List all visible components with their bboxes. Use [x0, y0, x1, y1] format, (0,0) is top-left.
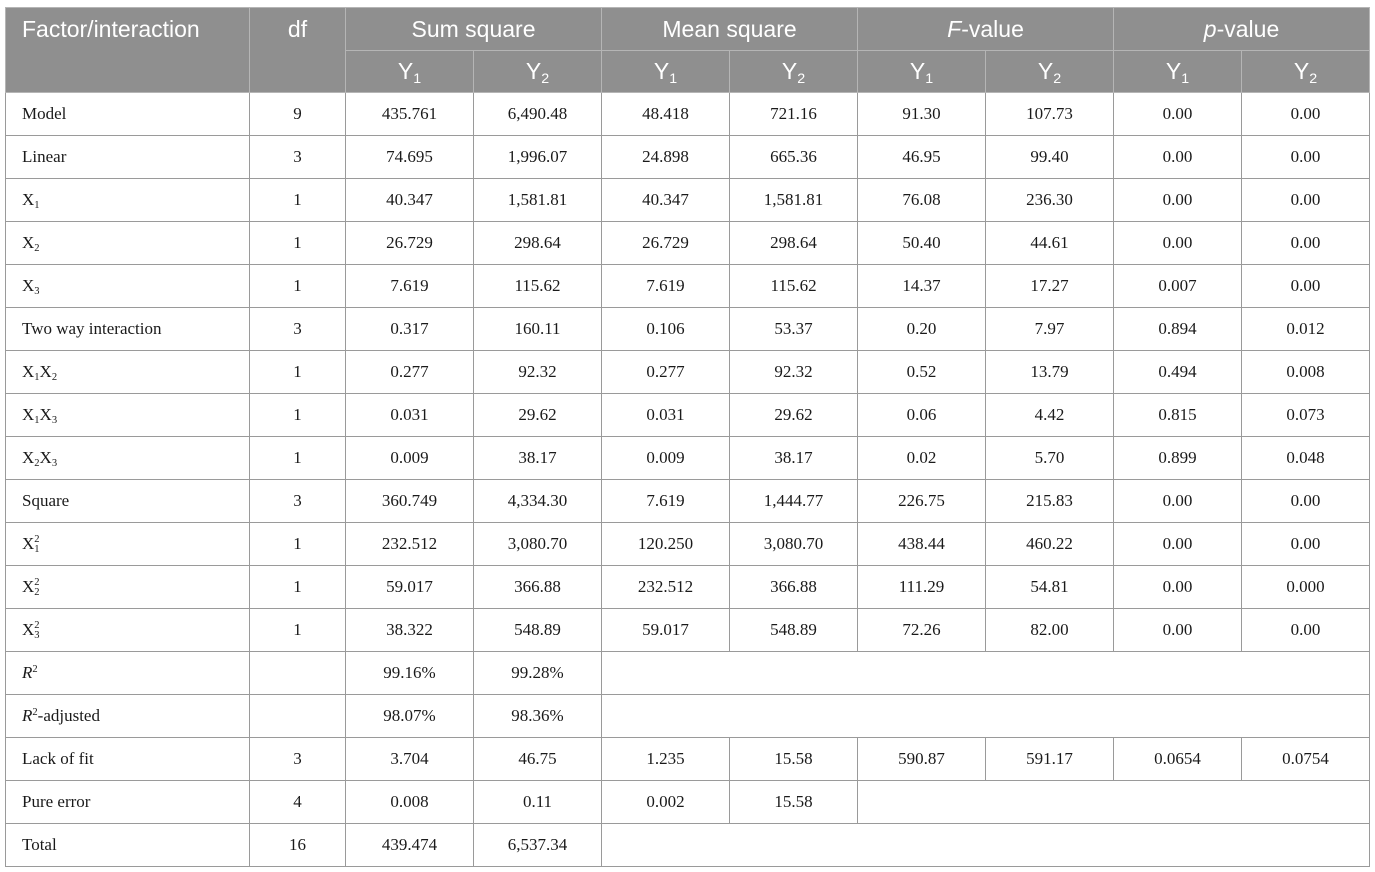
value-cell: 0.317: [346, 308, 474, 351]
table-row: [6, 652, 1370, 695]
df-cell: 1: [250, 351, 346, 394]
value-cell: 232.512: [602, 566, 730, 609]
row-label: Two way interaction: [6, 308, 250, 351]
value-cell: 0.007: [1114, 265, 1242, 308]
df-cell: 16: [250, 824, 346, 867]
value-cell: 0.00: [1114, 222, 1242, 265]
value-cell: 0.008: [1242, 351, 1370, 394]
value-cell: 0.02: [858, 437, 986, 480]
header-f-value: F-value: [858, 8, 1114, 51]
df-cell: 1: [250, 566, 346, 609]
value-cell: 24.898: [602, 136, 730, 179]
value-cell: 14.37: [858, 265, 986, 308]
table-row: [6, 351, 1370, 394]
value-cell: 50.40: [858, 222, 986, 265]
value-cell: 54.81: [986, 566, 1114, 609]
table-row: [6, 136, 1370, 179]
table-row: [6, 523, 1370, 566]
df-cell: 9: [250, 93, 346, 136]
df-cell: 1: [250, 394, 346, 437]
empty-cell: [602, 824, 1370, 867]
row-label: X 2 3: [6, 609, 250, 652]
value-cell: 91.30: [858, 93, 986, 136]
value-cell: 1,444.77: [730, 480, 858, 523]
value-cell: 48.418: [602, 93, 730, 136]
subheader-y1: $Y_1$: [346, 51, 474, 93]
value-cell: 0.0654: [1114, 738, 1242, 781]
value-cell: 366.88: [730, 566, 858, 609]
value-cell: 0.031: [602, 394, 730, 437]
table-row: [6, 609, 1370, 652]
df-cell: 3: [250, 738, 346, 781]
table-row: [6, 93, 1370, 136]
value-cell: 0.009: [602, 437, 730, 480]
value-cell: 0.20: [858, 308, 986, 351]
df-cell: 3: [250, 136, 346, 179]
row-label: $X_1X_3$: [6, 394, 250, 437]
value-cell: 7.619: [602, 480, 730, 523]
table-row: [6, 437, 1370, 480]
row-label: $R^2$-adjusted: [6, 695, 250, 738]
subheader-y2: $Y_2$: [730, 51, 858, 93]
row-label: $R^2$: [6, 652, 250, 695]
value-cell: 38.322: [346, 609, 474, 652]
value-cell: 99.16%: [346, 652, 474, 695]
subheader-y2: $Y_2$: [474, 51, 602, 93]
value-cell: 215.83: [986, 480, 1114, 523]
value-cell: 46.95: [858, 136, 986, 179]
row-label: Total: [6, 824, 250, 867]
value-cell: 665.36: [730, 136, 858, 179]
table-row: [6, 179, 1370, 222]
table-row: [6, 695, 1370, 738]
value-cell: 0.00: [1114, 523, 1242, 566]
value-cell: 0.277: [602, 351, 730, 394]
row-label: Pure error: [6, 781, 250, 824]
value-cell: 99.40: [986, 136, 1114, 179]
value-cell: 0.012: [1242, 308, 1370, 351]
df-cell: 3: [250, 308, 346, 351]
header-df: df: [250, 8, 346, 93]
df-cell: 1: [250, 523, 346, 566]
row-label: $X_1X_2$: [6, 351, 250, 394]
header-factor: Factor/interaction: [6, 8, 250, 93]
value-cell: 72.26: [858, 609, 986, 652]
empty-cell: [858, 781, 1370, 824]
header-sum-square: Sum square: [346, 8, 602, 51]
value-cell: 0.00: [1242, 93, 1370, 136]
row-label: X 2 2: [6, 566, 250, 609]
row-label: Linear: [6, 136, 250, 179]
df-cell: 1: [250, 437, 346, 480]
value-cell: 0.815: [1114, 394, 1242, 437]
header-p-value: p-value: [1114, 8, 1370, 51]
value-cell: 7.97: [986, 308, 1114, 351]
table-row: [6, 824, 1370, 867]
value-cell: 0.00: [1114, 93, 1242, 136]
value-cell: 4,334.30: [474, 480, 602, 523]
value-cell: 0.002: [602, 781, 730, 824]
table-body: [6, 93, 1370, 867]
value-cell: 0.00: [1242, 179, 1370, 222]
value-cell: 7.619: [346, 265, 474, 308]
value-cell: 26.729: [602, 222, 730, 265]
row-label: $X_2$: [6, 222, 250, 265]
value-cell: 590.87: [858, 738, 986, 781]
table-header: [6, 8, 1370, 93]
value-cell: 1.235: [602, 738, 730, 781]
table-row: [6, 265, 1370, 308]
row-label: $X_3$: [6, 265, 250, 308]
value-cell: 721.16: [730, 93, 858, 136]
value-cell: 160.11: [474, 308, 602, 351]
empty-cell: [602, 652, 1370, 695]
value-cell: 0.000: [1242, 566, 1370, 609]
value-cell: 1,581.81: [474, 179, 602, 222]
value-cell: 29.62: [730, 394, 858, 437]
value-cell: 26.729: [346, 222, 474, 265]
value-cell: 6,490.48: [474, 93, 602, 136]
value-cell: 7.619: [602, 265, 730, 308]
row-label: $X_2X_3$: [6, 437, 250, 480]
value-cell: 120.250: [602, 523, 730, 566]
value-cell: 0.048: [1242, 437, 1370, 480]
table-row: [6, 738, 1370, 781]
value-cell: 0.00: [1242, 136, 1370, 179]
value-cell: 0.00: [1242, 609, 1370, 652]
value-cell: 0.11: [474, 781, 602, 824]
value-cell: 1,996.07: [474, 136, 602, 179]
value-cell: 460.22: [986, 523, 1114, 566]
value-cell: 0.52: [858, 351, 986, 394]
row-label: Lack of fit: [6, 738, 250, 781]
anova-table: [5, 7, 1370, 867]
value-cell: 98.36%: [474, 695, 602, 738]
value-cell: 13.79: [986, 351, 1114, 394]
value-cell: 38.17: [730, 437, 858, 480]
value-cell: 53.37: [730, 308, 858, 351]
value-cell: 40.347: [602, 179, 730, 222]
empty-cell: [602, 695, 1370, 738]
value-cell: 0.009: [346, 437, 474, 480]
value-cell: 0.00: [1114, 136, 1242, 179]
subheader-y2: $Y_2$: [1242, 51, 1370, 93]
value-cell: 366.88: [474, 566, 602, 609]
value-cell: 38.17: [474, 437, 602, 480]
value-cell: 4.42: [986, 394, 1114, 437]
value-cell: 29.62: [474, 394, 602, 437]
value-cell: 0.00: [1114, 609, 1242, 652]
value-cell: 6,537.34: [474, 824, 602, 867]
value-cell: 0.0754: [1242, 738, 1370, 781]
df-cell: [250, 695, 346, 738]
df-cell: 1: [250, 222, 346, 265]
df-cell: [250, 652, 346, 695]
value-cell: 439.474: [346, 824, 474, 867]
df-cell: 4: [250, 781, 346, 824]
value-cell: 0.494: [1114, 351, 1242, 394]
table-row: [6, 394, 1370, 437]
table-row: [6, 480, 1370, 523]
value-cell: 40.347: [346, 179, 474, 222]
value-cell: 92.32: [474, 351, 602, 394]
value-cell: 99.28%: [474, 652, 602, 695]
value-cell: 0.899: [1114, 437, 1242, 480]
value-cell: 236.30: [986, 179, 1114, 222]
value-cell: 548.89: [730, 609, 858, 652]
value-cell: 226.75: [858, 480, 986, 523]
row-label: X 2 1: [6, 523, 250, 566]
value-cell: 0.00: [1114, 566, 1242, 609]
value-cell: 1,581.81: [730, 179, 858, 222]
table-row: [6, 222, 1370, 265]
value-cell: 107.73: [986, 93, 1114, 136]
value-cell: 438.44: [858, 523, 986, 566]
value-cell: 591.17: [986, 738, 1114, 781]
value-cell: 0.277: [346, 351, 474, 394]
value-cell: 15.58: [730, 738, 858, 781]
value-cell: 98.07%: [346, 695, 474, 738]
value-cell: 435.761: [346, 93, 474, 136]
value-cell: 3,080.70: [730, 523, 858, 566]
value-cell: 0.06: [858, 394, 986, 437]
header-mean-square: Mean square: [602, 8, 858, 51]
subheader-y1: $Y_1$: [858, 51, 986, 93]
value-cell: 232.512: [346, 523, 474, 566]
subheader-y1: $Y_1$: [602, 51, 730, 93]
value-cell: 0.00: [1242, 523, 1370, 566]
value-cell: 115.62: [474, 265, 602, 308]
value-cell: 0.00: [1242, 265, 1370, 308]
subheader-y1: $Y_1$: [1114, 51, 1242, 93]
value-cell: 0.00: [1242, 222, 1370, 265]
df-cell: 1: [250, 179, 346, 222]
subheader-y2: $Y_2$: [986, 51, 1114, 93]
value-cell: 5.70: [986, 437, 1114, 480]
value-cell: 0.00: [1114, 480, 1242, 523]
value-cell: 46.75: [474, 738, 602, 781]
value-cell: 17.27: [986, 265, 1114, 308]
value-cell: 298.64: [730, 222, 858, 265]
value-cell: 548.89: [474, 609, 602, 652]
row-label: Square: [6, 480, 250, 523]
value-cell: 76.08: [858, 179, 986, 222]
value-cell: 59.017: [346, 566, 474, 609]
value-cell: 0.00: [1242, 480, 1370, 523]
value-cell: 0.031: [346, 394, 474, 437]
value-cell: 3.704: [346, 738, 474, 781]
df-cell: 1: [250, 265, 346, 308]
value-cell: 111.29: [858, 566, 986, 609]
df-cell: 3: [250, 480, 346, 523]
value-cell: 0.073: [1242, 394, 1370, 437]
value-cell: 3,080.70: [474, 523, 602, 566]
table-row: [6, 781, 1370, 824]
df-cell: 1: [250, 609, 346, 652]
value-cell: 0.894: [1114, 308, 1242, 351]
value-cell: 0.008: [346, 781, 474, 824]
table-row: [6, 566, 1370, 609]
value-cell: 44.61: [986, 222, 1114, 265]
row-label: Model: [6, 93, 250, 136]
value-cell: 74.695: [346, 136, 474, 179]
value-cell: 92.32: [730, 351, 858, 394]
value-cell: 298.64: [474, 222, 602, 265]
value-cell: 0.00: [1114, 179, 1242, 222]
value-cell: 360.749: [346, 480, 474, 523]
value-cell: 82.00: [986, 609, 1114, 652]
row-label: $X_1$: [6, 179, 250, 222]
value-cell: 15.58: [730, 781, 858, 824]
value-cell: 59.017: [602, 609, 730, 652]
value-cell: 0.106: [602, 308, 730, 351]
table-row: [6, 308, 1370, 351]
value-cell: 115.62: [730, 265, 858, 308]
